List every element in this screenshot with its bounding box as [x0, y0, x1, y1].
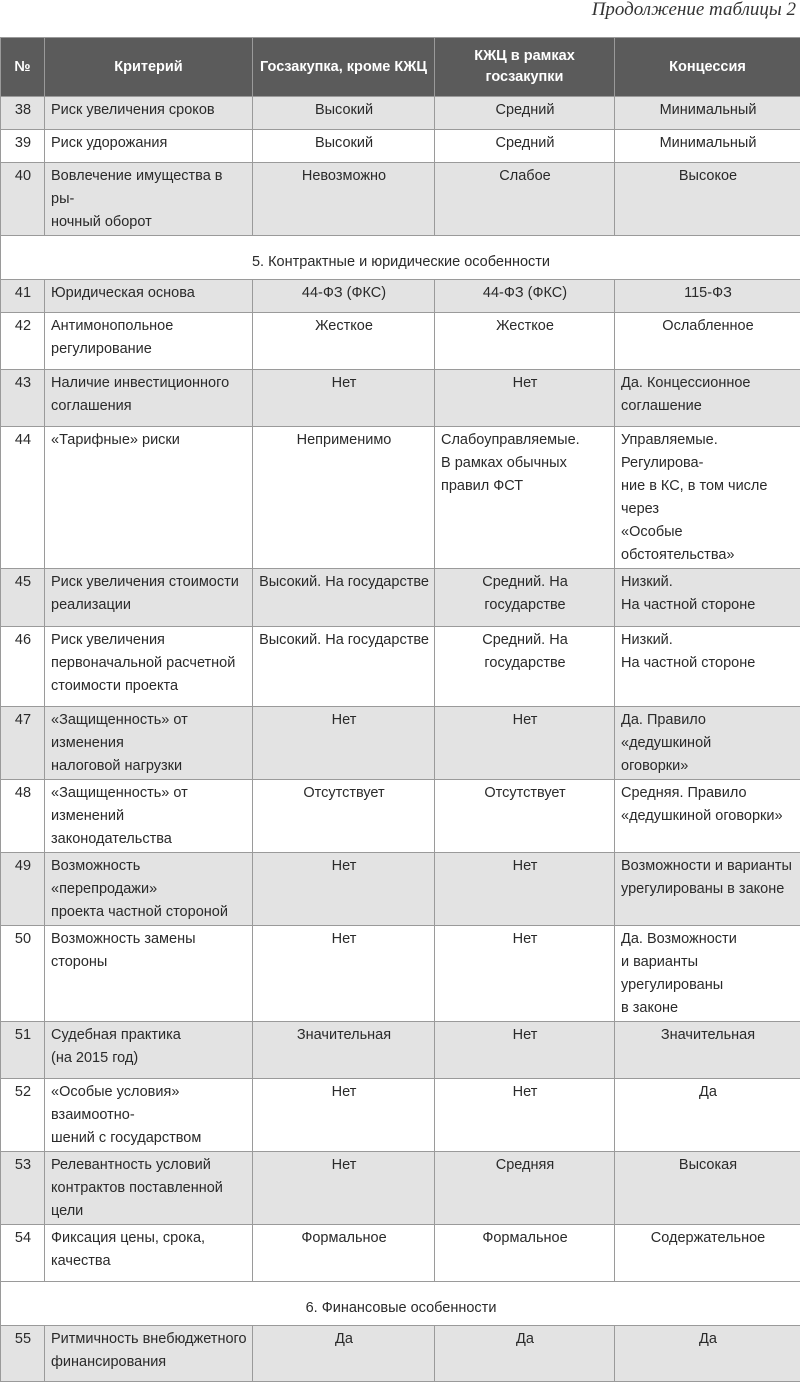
- table-row: [1, 780, 800, 853]
- row-num: 47: [1, 707, 45, 780]
- row-criterion: Судебная практика (на 2015 год): [45, 1022, 253, 1079]
- row-criterion: Релевантность условий контрактов поставленной цели: [45, 1152, 253, 1225]
- row-goszakupka: 44-ФЗ (ФКС): [253, 280, 435, 313]
- row-kzhc: Средний. На государстве: [435, 569, 615, 627]
- row-goszakupka: Высокий. На государстве: [253, 627, 435, 707]
- table-row: [1, 427, 800, 569]
- table-row: [1, 130, 800, 163]
- table-body: [1, 97, 800, 1382]
- row-goszakupka: Отсутствует: [253, 780, 435, 853]
- row-num: 42: [1, 313, 45, 370]
- row-num: 39: [1, 130, 45, 163]
- row-kzhc: Средний: [435, 130, 615, 163]
- table-row: [1, 1079, 800, 1152]
- row-criterion: Риск удорожания: [45, 130, 253, 163]
- row-goszakupka: Нет: [253, 370, 435, 427]
- row-goszakupka: Нет: [253, 707, 435, 780]
- row-kzhc: Нет: [435, 707, 615, 780]
- row-concession: Да: [615, 1326, 800, 1382]
- row-concession: Высокая: [615, 1152, 800, 1225]
- row-criterion: «Особые условия» взаимоотно- шений с государством: [45, 1079, 253, 1152]
- header-col-goszakupka: Госзакупка, кроме КЖЦ: [253, 38, 435, 97]
- row-num: 45: [1, 569, 45, 627]
- row-kzhc: Нет: [435, 853, 615, 926]
- table-row: [1, 97, 800, 130]
- row-kzhc: Нет: [435, 926, 615, 1022]
- row-criterion: Риск увеличения стоимости реализации: [45, 569, 253, 627]
- row-kzhc: Слабое: [435, 163, 615, 236]
- header-col-kzhc: КЖЦ в рамках госзакупки: [435, 38, 615, 97]
- row-goszakupka: Нет: [253, 853, 435, 926]
- row-num: 51: [1, 1022, 45, 1079]
- row-kzhc: Средняя: [435, 1152, 615, 1225]
- row-criterion: Возможность замены стороны: [45, 926, 253, 1022]
- row-concession: Ослабленное: [615, 313, 800, 370]
- table-row: [1, 1326, 800, 1382]
- row-criterion: Риск увеличения сроков: [45, 97, 253, 130]
- row-concession: Да. Концессионное соглашение: [615, 370, 800, 427]
- row-concession: Минимальный: [615, 130, 800, 163]
- row-num: 38: [1, 97, 45, 130]
- row-concession: Низкий. На частной стороне: [615, 627, 800, 707]
- row-num: 50: [1, 926, 45, 1022]
- row-goszakupka: Высокий: [253, 130, 435, 163]
- row-concession: Значительная: [615, 1022, 800, 1079]
- row-concession: Да. Возможности и варианты урегулированы в законе: [615, 926, 800, 1022]
- row-criterion: Антимонопольное регулирование: [45, 313, 253, 370]
- row-concession: Средняя. Правило «дедушкиной оговорки»: [615, 780, 800, 853]
- row-criterion: Юридическая основа: [45, 280, 253, 313]
- row-num: 48: [1, 780, 45, 853]
- row-criterion: Фиксация цены, срока, качества: [45, 1225, 253, 1282]
- row-num: 43: [1, 370, 45, 427]
- row-criterion: «Защищенность» от изменений законодательства: [45, 780, 253, 853]
- row-kzhc: Средний: [435, 97, 615, 130]
- row-goszakupka: Нет: [253, 1152, 435, 1225]
- row-criterion: «Защищенность» от изменения налоговой нагрузки: [45, 707, 253, 780]
- table-row: [1, 280, 800, 313]
- row-concession: Да: [615, 1079, 800, 1152]
- table-row: [1, 707, 800, 780]
- table-row: [1, 569, 800, 627]
- row-goszakupka: Значительная: [253, 1022, 435, 1079]
- row-goszakupka: Невозможно: [253, 163, 435, 236]
- row-goszakupka: Неприменимо: [253, 427, 435, 569]
- row-goszakupka: Формальное: [253, 1225, 435, 1282]
- row-criterion: Ритмичность внебюджетного финансирования: [45, 1326, 253, 1382]
- row-concession: Высокое: [615, 163, 800, 236]
- row-goszakupka: Нет: [253, 1079, 435, 1152]
- row-concession: Возможности и варианты урегулированы в законе: [615, 853, 800, 926]
- section-title: 6. Финансовые особенности: [1, 1282, 800, 1326]
- table-row: [1, 1225, 800, 1282]
- table-row: [1, 1152, 800, 1225]
- row-concession: Минимальный: [615, 97, 800, 130]
- row-kzhc: Жесткое: [435, 313, 615, 370]
- table-row: [1, 313, 800, 370]
- row-kzhc: Слабоуправляемые. В рамках обычных правил ФСТ: [435, 427, 615, 569]
- header-criterion: Критерий: [45, 38, 253, 97]
- row-goszakupka: Высокий: [253, 97, 435, 130]
- table-row: [1, 627, 800, 707]
- row-concession: Да. Правило «дедушкиной оговорки»: [615, 707, 800, 780]
- table-row: [1, 163, 800, 236]
- row-num: 41: [1, 280, 45, 313]
- row-criterion: Риск увеличения первоначальной расчетной стоимости проекта: [45, 627, 253, 707]
- row-num: 49: [1, 853, 45, 926]
- row-criterion: Возможность «перепродажи» проекта частной стороной: [45, 853, 253, 926]
- header-num: №: [1, 38, 45, 97]
- row-goszakupka: Высокий. На государстве: [253, 569, 435, 627]
- row-kzhc: Средний. На государстве: [435, 627, 615, 707]
- row-num: 40: [1, 163, 45, 236]
- row-num: 54: [1, 1225, 45, 1282]
- row-concession: Низкий. На частной стороне: [615, 569, 800, 627]
- row-criterion: «Тарифные» риски: [45, 427, 253, 569]
- row-concession: Содержательное: [615, 1225, 800, 1282]
- table-header-row: [1, 38, 800, 97]
- row-num: 53: [1, 1152, 45, 1225]
- row-criterion: Наличие инвестиционного соглашения: [45, 370, 253, 427]
- table-row: [1, 1022, 800, 1079]
- row-kzhc: 44-ФЗ (ФКС): [435, 280, 615, 313]
- row-kzhc: Формальное: [435, 1225, 615, 1282]
- row-num: 55: [1, 1326, 45, 1382]
- table-caption: Продолжение таблицы 2: [592, 0, 796, 30]
- row-goszakupka: Да: [253, 1326, 435, 1382]
- section-row: [1, 1282, 800, 1326]
- row-num: 46: [1, 627, 45, 707]
- header-col-concession: Концессия: [615, 38, 800, 97]
- row-kzhc: Отсутствует: [435, 780, 615, 853]
- table-row: [1, 926, 800, 1022]
- comparison-table: [0, 37, 800, 1382]
- row-kzhc: Нет: [435, 1079, 615, 1152]
- table-row: [1, 853, 800, 926]
- row-concession: 115-ФЗ: [615, 280, 800, 313]
- row-goszakupka: Жесткое: [253, 313, 435, 370]
- row-criterion: Вовлечение имущества в ры- ночный оборот: [45, 163, 253, 236]
- row-kzhc: Нет: [435, 370, 615, 427]
- row-num: 44: [1, 427, 45, 569]
- table-row: [1, 370, 800, 427]
- row-concession: Управляемые. Регулирова- ние в КС, в том числе через «Особые обстоятельства»: [615, 427, 800, 569]
- row-num: 52: [1, 1079, 45, 1152]
- row-kzhc: Да: [435, 1326, 615, 1382]
- section-row: [1, 236, 800, 280]
- section-title: 5. Контрактные и юридические особенности: [1, 236, 800, 280]
- row-goszakupka: Нет: [253, 926, 435, 1022]
- row-kzhc: Нет: [435, 1022, 615, 1079]
